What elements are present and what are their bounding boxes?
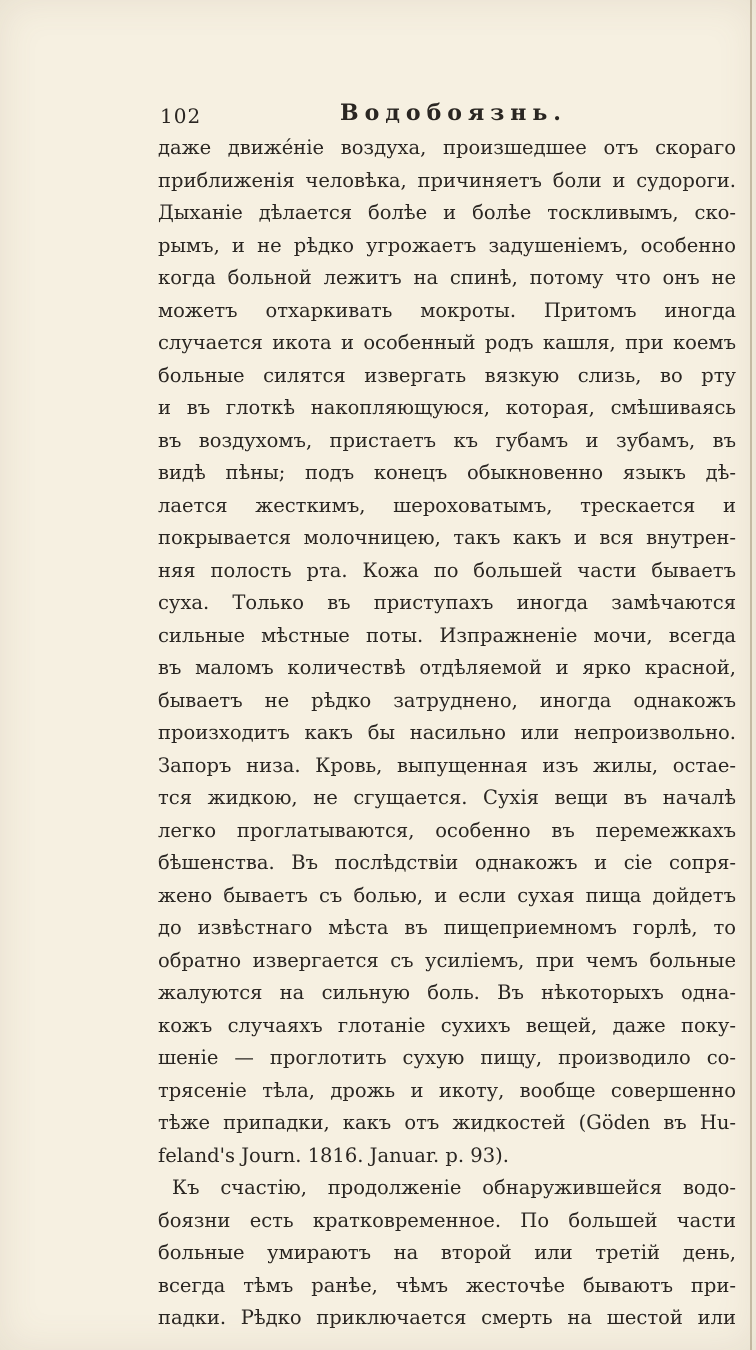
text-line: приближенія человѣка, причиняетъ боли и судороги. <box>158 168 736 192</box>
text-line: падки. Рѣдко приключается смерть на шестой или <box>158 1306 736 1329</box>
text-line: кожъ случаяхъ глотаніе сухихъ вещей, даже поку- <box>158 1013 736 1037</box>
text-line: тся жидкою, не сгущается. Сухія вещи въ началѣ <box>158 786 736 809</box>
text-line: въ маломъ количествѣ отдѣляемой и ярко красной, <box>158 656 736 679</box>
text-line: Къ счастію, продолженіе обнаружившейся водо- <box>172 1176 736 1199</box>
text-line: когда больной лежитъ на спинѣ, потому что онъ не <box>158 266 736 289</box>
text-line: шеніе — проглотить сухую пищу, производило со- <box>158 1046 736 1069</box>
text-line: трясеніе тѣла, дрожь и икоту, вообще совершенно <box>158 1078 736 1102</box>
text-line: обратно извергается съ усиліемъ, при чемъ больные <box>158 948 736 972</box>
text-line: больные силятся извергать вязкую слизь, во рту <box>158 363 736 387</box>
page-number: 102 <box>160 104 202 128</box>
text-line: feland's Journ. 1816. Januar. p. 93). <box>158 1143 509 1167</box>
text-line: больные умираютъ на второй или третій день, <box>158 1241 736 1264</box>
text-line: жено бываетъ съ болью, и если сухая пища дойдетъ <box>158 883 736 907</box>
text-line: произходитъ какъ бы насильно или непроизвольно. <box>158 721 736 744</box>
text-line: видѣ пѣны; подъ конецъ обыкновенно языкъ дѣ- <box>158 461 736 484</box>
text-line: случается икота и особенный родъ кашля, при коемъ <box>158 331 736 354</box>
text-line: всегда тѣмъ ранѣе, чѣмъ жесточѣе бываютъ при- <box>158 1273 736 1297</box>
text-line: легко проглатываются, особенно въ перемежкахъ <box>158 818 736 842</box>
text-line: даже движéніе воздуха, произшедшее отъ скораго <box>158 136 736 159</box>
text-line: Запоръ низа. Кровь, выпущенная изъ жилы, остае- <box>158 753 736 777</box>
text-line: до извѣстнаго мѣста въ пищеприемномъ горлѣ, то <box>158 916 736 939</box>
text-line: сильные мѣстные поты. Изпражненіе мочи, всегда <box>158 623 736 647</box>
text-line: и въ глоткѣ накопляющуюся, которая, смѣшиваясь <box>158 396 736 419</box>
text-line: бываетъ не рѣдко затруднено, иногда однакожъ <box>158 688 736 712</box>
text-line: покрывается молочницею, такъ какъ и вся внутрен- <box>158 526 736 549</box>
text-line: Дыханіе дѣлается болѣе и болѣе тоскливымъ, ско- <box>158 201 736 224</box>
text-line: лается жесткимъ, шероховатымъ, трескается и <box>158 493 736 517</box>
body-text <box>158 132 736 1335</box>
page-edge <box>750 0 752 1350</box>
running-title: Водобоязнь. <box>340 100 567 126</box>
text-line: няя полость рта. Кожа по большей части бываетъ <box>158 558 736 582</box>
text-line: боязни есть кратковременное. По большей части <box>158 1208 736 1232</box>
text-line: жалуются на сильную боль. Въ нѣкоторыхъ одна- <box>158 981 736 1004</box>
text-line: въ воздухомъ, пристаетъ къ губамъ и зубамъ, въ <box>158 428 736 452</box>
text-line: можетъ отхаркивать мокроты. Притомъ иногда <box>158 298 736 322</box>
text-line: суха. Только въ приступахъ иногда замѣчаются <box>158 591 736 614</box>
text-line: бѣшенства. Въ послѣдствіи однакожъ и сіе сопря- <box>158 851 736 874</box>
text-line: тѣже припадки, какъ отъ жидкостей (Göden въ Hu- <box>158 1111 736 1134</box>
text-line: рымъ, и не рѣдко угрожаетъ задушеніемъ, особенно <box>158 233 736 257</box>
